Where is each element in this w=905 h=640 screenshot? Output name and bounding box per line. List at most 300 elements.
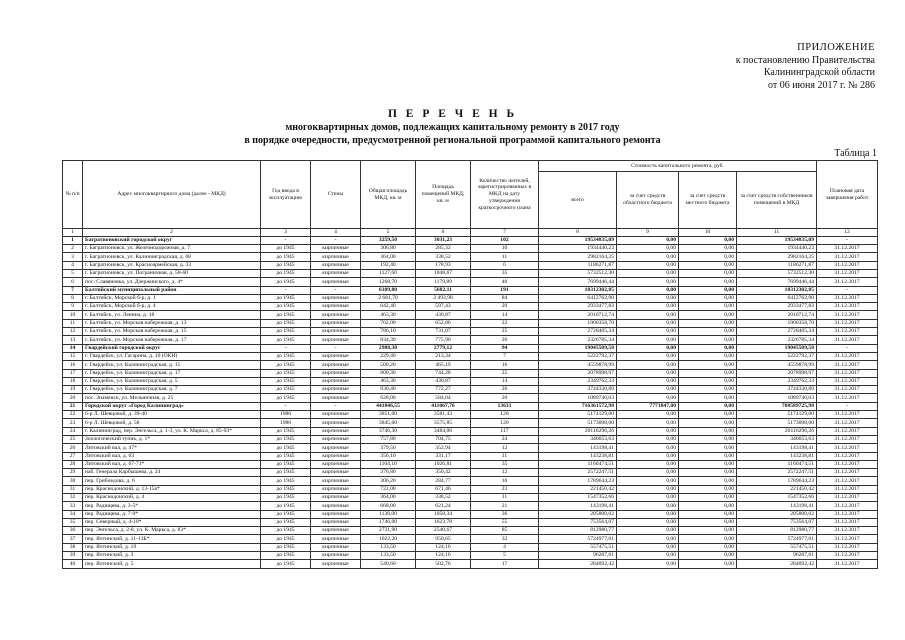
cost-owners-cell: 1934440,23 [737, 245, 817, 253]
total-area-cell: 2731,90 [361, 527, 416, 535]
residents-cell: 10 [471, 477, 539, 485]
table-row [63, 394, 878, 402]
walls-cell: кирпичные [311, 502, 361, 510]
planned-date-cell: 31.12.2017 [817, 311, 878, 319]
premises-area-cell: 1179,89 [416, 278, 471, 286]
planned-date-cell: 31.12.2017 [817, 394, 878, 402]
residents-cell: 32 [471, 535, 539, 543]
planned-date-cell: 31.12.2017 [817, 444, 878, 452]
total-area-cell: 830,40 [361, 386, 416, 394]
cost-regional-cell: 0,00 [617, 319, 679, 327]
cost-local-cell: 0,00 [679, 352, 737, 360]
address-cell: г. Гвардейск, ул. Калининградская, д. 7 [83, 386, 261, 394]
cost-total-cell: 205800,02 [539, 510, 617, 518]
planned-date-cell: 31.12.2017 [817, 560, 878, 568]
cost-local-cell: 0,00 [679, 336, 737, 344]
premises-area-cell: 3581,43 [416, 411, 471, 419]
table-row [63, 452, 878, 460]
table-row [63, 494, 878, 502]
year-cell: до 1945 [261, 477, 311, 485]
residents-cell: 94 [471, 344, 539, 352]
district-total-row [63, 344, 878, 352]
address-cell: пос. Знаменск, ул. Мельничная, д. 25 [83, 394, 261, 402]
cost-regional-cell: 0,00 [617, 253, 679, 261]
column-number: 1 [63, 229, 83, 237]
address-cell: г. Гвардейск, ул. Калининградская, д. 5 [83, 377, 261, 385]
cost-total-cell: 3744330,89 [539, 386, 617, 394]
row-number: 40 [63, 560, 83, 568]
address-cell: пер. Энгельса, д. 2-8, ул. К. Маркса, д. 83* [83, 527, 261, 535]
residents-cell: 6 [471, 261, 539, 269]
row-number: 1 [63, 236, 83, 244]
col-header-total-area: Общая площадь МКД, кв. м [361, 161, 416, 229]
row-number: 7 [63, 286, 83, 294]
residents-cell: 14 [471, 377, 539, 385]
total-area-cell: 379,50 [361, 444, 416, 452]
address-cell: г. Калининград, пер. Энгельса, д. 1-3, ул. К. Маркса, д. 85-93* [83, 427, 261, 435]
cost-total-cell: 2078998,97 [539, 369, 617, 377]
walls-cell: кирпичные [311, 494, 361, 502]
table-row [63, 377, 878, 385]
residents-cell: 102 [471, 236, 539, 244]
cost-total-cell: 6412762,90 [539, 294, 617, 302]
residents-cell: 191 [471, 286, 539, 294]
total-area-cell: 3851,00 [361, 411, 416, 419]
row-number: 27 [63, 452, 83, 460]
title-line-2: многоквартирных домов, подлежащих капитальному ремонту в 2017 году [285, 122, 620, 133]
table-row [63, 278, 878, 286]
col-header-planned-date: Плановая дата завершения работ [817, 161, 878, 229]
address-cell: Балтийский муниципальный район [83, 286, 261, 294]
year-cell: до 1945 [261, 278, 311, 286]
total-area-cell: 133,50 [361, 543, 416, 551]
year-cell: до 1945 [261, 444, 311, 452]
planned-date-cell: 31.12.2017 [817, 253, 878, 261]
row-number: 32 [63, 494, 83, 502]
table-row [63, 369, 878, 377]
premises-area-cell: 3484,06 [416, 427, 471, 435]
premises-area-cell: 597,43 [416, 303, 471, 311]
premises-area-cell: 350,42 [416, 469, 471, 477]
cost-owners-cell: 753564,07 [737, 518, 817, 526]
walls-cell: кирпичные [311, 278, 361, 286]
address-cell: г. Балтийск, Морской б-р, д. 1 [83, 294, 261, 302]
year-cell: до 1945 [261, 352, 311, 360]
cost-owners-cell: 3744330,89 [737, 386, 817, 394]
walls-cell: кирпичные [311, 303, 361, 311]
cost-regional-cell: 0,00 [617, 303, 679, 311]
residents-cell: 40 [471, 278, 539, 286]
row-number: 30 [63, 477, 83, 485]
cost-local-cell: 0,00 [679, 527, 737, 535]
year-cell: до 1945 [261, 369, 311, 377]
cost-local-cell: 0,00 [679, 361, 737, 369]
total-area-cell: 463,30 [361, 311, 416, 319]
cost-regional-cell: 0,00 [617, 419, 679, 427]
cost-total-cell: 1934440,23 [539, 245, 617, 253]
walls-cell: кирпичные [311, 444, 361, 452]
row-number: 33 [63, 502, 83, 510]
row-number: 8 [63, 294, 83, 302]
residents-cell: 24 [471, 435, 539, 443]
cost-total-cell: 557475,51 [539, 543, 617, 551]
cost-regional-cell: 0,00 [617, 377, 679, 385]
year-cell: до 1945 [261, 253, 311, 261]
cost-local-cell: 0,00 [679, 411, 737, 419]
table-row [63, 352, 878, 360]
address-cell: г. Багратионовск, ул. Калининградская, д. 68 [83, 253, 261, 261]
cost-local-cell: 0,00 [679, 253, 737, 261]
total-area-cell: 702,00 [361, 319, 416, 327]
cost-total-cell: 1089746,03 [539, 394, 617, 402]
year-cell: до 1945 [261, 386, 311, 394]
cost-regional-cell: 0,00 [617, 352, 679, 360]
row-number: 13 [63, 336, 83, 344]
residents-cell: 4 [471, 543, 539, 551]
table-row [63, 560, 878, 568]
row-number: 35 [63, 518, 83, 526]
year-cell: до 1945 [261, 510, 311, 518]
residents-cell: 20 [471, 394, 539, 402]
cost-owners-cell: 2572247,51 [737, 469, 817, 477]
walls-cell: кирпичные [311, 253, 361, 261]
cost-total-cell: 2572247,51 [539, 469, 617, 477]
address-cell: Литовский вал, д. 47* [83, 444, 261, 452]
year-cell: до 1945 [261, 261, 311, 269]
cost-owners-cell: 2078998,97 [737, 369, 817, 377]
total-area-cell: 1746,00 [361, 518, 416, 526]
walls-cell: кирпичные [311, 543, 361, 551]
cost-regional-cell: 0,00 [617, 510, 679, 518]
walls-cell: кирпичные [311, 328, 361, 336]
residents-cell: 120 [471, 411, 539, 419]
residents-cell: 21 [471, 502, 539, 510]
cost-total-cell: 1186271,87 [539, 261, 617, 269]
row-number: 39 [63, 552, 83, 560]
walls-cell: кирпичные [311, 477, 361, 485]
cost-regional-cell: 0,00 [617, 552, 679, 560]
cost-regional-cell: 0,00 [617, 386, 679, 394]
cost-local-cell: 0,00 [679, 394, 737, 402]
total-area-cell: 3746,30 [361, 427, 416, 435]
row-number: 14 [63, 344, 83, 352]
planned-date-cell: 31.12.2017 [817, 419, 878, 427]
row-number: 12 [63, 328, 83, 336]
cost-regional-cell: 0,00 [617, 269, 679, 277]
year-cell: до 1945 [261, 527, 311, 535]
column-number: 11 [737, 229, 817, 237]
cost-local-cell: 0,00 [679, 311, 737, 319]
address-cell: пер. Ялтинский, д. 19 [83, 543, 261, 551]
cost-regional-cell: 0,00 [617, 518, 679, 526]
total-area-cell: 1268,70 [361, 278, 416, 286]
address-cell: г. Балтийск, ул. Морская набережная, д. 17 [83, 336, 261, 344]
walls-cell: - [311, 286, 361, 294]
premises-area-cell: 621,24 [416, 502, 471, 510]
cost-owners-cell: 1160474,51 [737, 460, 817, 468]
residents-cell: 7 [471, 352, 539, 360]
walls-cell: кирпичные [311, 386, 361, 394]
year-cell: до 1945 [261, 303, 311, 311]
cost-owners-cell: 6412762,90 [737, 294, 817, 302]
cost-regional-cell: 0,00 [617, 444, 679, 452]
premises-area-cell: 772,27 [416, 386, 471, 394]
year-cell: до 1945 [261, 543, 311, 551]
walls-cell: кирпичные [311, 377, 361, 385]
col-header-num: № п/п [63, 161, 83, 229]
year-cell: до 1945 [261, 469, 311, 477]
column-number: 10 [679, 229, 737, 237]
cost-total-cell: 143238,81 [539, 452, 617, 460]
year-cell: до 1945 [261, 377, 311, 385]
col-header-walls: Стены [311, 161, 361, 229]
planned-date-cell: 31.12.2017 [817, 278, 878, 286]
total-area-cell: 1138,00 [361, 510, 416, 518]
district-total-row [63, 286, 878, 294]
premises-area-cell: 775,90 [416, 336, 471, 344]
table-body [63, 236, 878, 568]
column-number: 6 [416, 229, 471, 237]
walls-cell: кирпичные [311, 294, 361, 302]
col-header-address: Адрес многоквартирного дома (далее - МКД) [83, 161, 261, 229]
walls-cell: кирпичные [311, 411, 361, 419]
district-total-row [63, 402, 878, 410]
cost-local-cell: 0,00 [679, 269, 737, 277]
walls-cell: кирпичные [311, 269, 361, 277]
premises-area-cell: 744,28 [416, 369, 471, 377]
cost-local-cell: 0,00 [679, 294, 737, 302]
cost-total-cell: 19045509,58 [539, 344, 617, 352]
cost-total-cell: 2010712,74 [539, 311, 617, 319]
table-row [63, 411, 878, 419]
walls-cell: кирпичные [311, 336, 361, 344]
premises-area-cell: 2779,12 [416, 344, 471, 352]
table-row [63, 485, 878, 493]
residents-cell: 11 [471, 253, 539, 261]
planned-date-cell: 31.12.2017 [817, 452, 878, 460]
cost-regional-cell: 0,00 [617, 502, 679, 510]
residents-cell: 10 [471, 245, 539, 253]
walls-cell: - [311, 402, 361, 410]
cost-total-cell: 753564,07 [539, 518, 617, 526]
table-row [63, 261, 878, 269]
planned-date-cell: 31.12.2017 [817, 427, 878, 435]
year-cell: до 1945 [261, 460, 311, 468]
residents-cell: 11 [471, 452, 539, 460]
premises-area-cell: 5682,11 [416, 286, 471, 294]
premises-area-cell: 950,65 [416, 535, 471, 543]
cost-total-cell: 812980,77 [539, 527, 617, 535]
walls-cell: кирпичные [311, 435, 361, 443]
table-row [63, 361, 878, 369]
walls-cell: кирпичные [311, 261, 361, 269]
row-number: 22 [63, 411, 83, 419]
cost-owners-cell: 96287,61 [737, 552, 817, 560]
cost-owners-cell: 143198,41 [737, 444, 817, 452]
cost-local-cell: 0,00 [679, 386, 737, 394]
cost-regional-cell: 0,00 [617, 527, 679, 535]
address-cell: г. Балтийск, ул. Морская набережная, д. 13 [83, 319, 261, 327]
total-area-cell: 786,10 [361, 328, 416, 336]
cost-total-cell: 5173098,00 [539, 419, 617, 427]
total-area-cell: 306,80 [361, 245, 416, 253]
residents-cell: 84 [471, 294, 539, 302]
address-cell: пер. Радищева, д. 7-9* [83, 510, 261, 518]
cost-owners-cell: 143198,41 [737, 502, 817, 510]
planned-date-cell: 31.12.2017 [817, 386, 878, 394]
premises-area-cell: 704,75 [416, 435, 471, 443]
cost-owners-cell: 5222792,37 [737, 352, 817, 360]
col-header-cost-group: Стоимость капитального ремонта, руб. [539, 161, 817, 172]
residents-cell: 17 [471, 560, 539, 568]
table-row [63, 319, 878, 327]
total-area-cell: 668,00 [361, 502, 416, 510]
address-cell: пос. Славяновка, ул. Дзержинского, д. 4* [83, 278, 261, 286]
cost-local-cell: 0,00 [679, 535, 737, 543]
cost-owners-cell: 1900358,70 [737, 319, 817, 327]
year-cell: - [261, 402, 311, 410]
table-row [63, 427, 878, 435]
walls-cell: кирпичные [311, 319, 361, 327]
residents-cell: 35 [471, 460, 539, 468]
cost-regional-cell: 0,00 [617, 427, 679, 435]
walls-cell: кирпичные [311, 552, 361, 560]
cost-owners-cell: 2326785,34 [737, 336, 817, 344]
total-area-cell: 540,60 [361, 560, 416, 568]
col-header-cost-local: за счет средств местного бюджета [679, 172, 737, 229]
cost-local-cell: 0,00 [679, 427, 737, 435]
planned-date-cell: 31.12.2017 [817, 411, 878, 419]
cost-regional-cell: 0,00 [617, 494, 679, 502]
planned-date-cell: - [817, 286, 878, 294]
table-row [63, 294, 878, 302]
cost-local-cell: 0,00 [679, 552, 737, 560]
residents-cell: 23 [471, 485, 539, 493]
total-area-cell: 2 681,70 [361, 294, 416, 302]
cost-total-cell: 2326785,34 [539, 336, 617, 344]
premises-area-cell: 3575,85 [416, 419, 471, 427]
address-cell: г. Багратионовск, ул. Красноармейская, д. 33 [83, 261, 261, 269]
cost-total-cell: 5732512,30 [539, 269, 617, 277]
residents-cell: 85 [471, 527, 539, 535]
column-number: 9 [617, 229, 679, 237]
premises-area-cell: 124,16 [416, 552, 471, 560]
address-cell: Багратионовский городской округ [83, 236, 261, 244]
cost-local-cell: 0,00 [679, 377, 737, 385]
year-cell: 1986 [261, 419, 311, 427]
cost-owners-cell: 2982164,25 [737, 253, 817, 261]
cost-local-cell: 0,00 [679, 452, 737, 460]
address-cell: пер. Ялтинский, д. 11-13Б* [83, 535, 261, 543]
cost-total-cell: 1900358,70 [539, 319, 617, 327]
address-cell: г. Балтийск, Морской б-р, д. 4 [83, 303, 261, 311]
walls-cell: кирпичные [311, 369, 361, 377]
cost-regional-cell: 0,00 [617, 369, 679, 377]
cost-owners-cell: 143238,81 [737, 452, 817, 460]
year-cell: до 1945 [261, 435, 311, 443]
premises-area-cell: 284,77 [416, 477, 471, 485]
year-cell: до 1945 [261, 535, 311, 543]
cost-owners-cell: 18312302,85 [737, 286, 817, 294]
table-row [63, 386, 878, 394]
title-line-1: П Е Р Е Ч Е Н Ь [387, 108, 518, 120]
year-cell: до 1945 [261, 427, 311, 435]
walls-cell: кирпичные [311, 427, 361, 435]
address-cell: г. Балтийск, ул. Ленина, д. 18 [83, 311, 261, 319]
total-area-cell: 306,20 [361, 477, 416, 485]
cost-owners-cell: 1186271,87 [737, 261, 817, 269]
total-area-cell: 500,20 [361, 361, 416, 369]
year-cell: - [261, 236, 311, 244]
premises-area-cell: 352,94 [416, 444, 471, 452]
address-cell: пер. Грибоедова, д. 6 [83, 477, 261, 485]
residents-cell: 5 [471, 552, 539, 560]
walls-cell: кирпичные [311, 311, 361, 319]
walls-cell: кирпичные [311, 452, 361, 460]
planned-date-cell: 31.12.2017 [817, 319, 878, 327]
cost-local-cell: 0,00 [679, 328, 737, 336]
address-cell: г. Багратионовск, ул. Пограничная, д. 58-60 [83, 269, 261, 277]
total-area-cell: 441846,55 [361, 402, 416, 410]
year-cell: - [261, 344, 311, 352]
cost-regional-cell: 0,00 [617, 278, 679, 286]
address-cell: г. Гвардейск, ул. Калининградская, д. 17 [83, 369, 261, 377]
planned-date-cell: 31.12.2017 [817, 328, 878, 336]
walls-cell: - [311, 344, 361, 352]
walls-cell: кирпичные [311, 535, 361, 543]
table-row [63, 245, 878, 253]
cost-total-cell: 2349762,33 [539, 377, 617, 385]
row-number: 23 [63, 419, 83, 427]
residents-cell: 117 [471, 427, 539, 435]
year-cell: до 1945 [261, 361, 311, 369]
planned-date-cell: 31.12.2017 [817, 435, 878, 443]
premises-area-cell: 1058,34 [416, 510, 471, 518]
planned-date-cell: 31.12.2017 [817, 510, 878, 518]
residents-cell: 120 [471, 419, 539, 427]
appendix-line-1: к постановлению Правительства [735, 54, 875, 66]
walls-cell: кирпичные [311, 419, 361, 427]
year-cell: до 1945 [261, 485, 311, 493]
planned-date-cell: 31.12.2017 [817, 543, 878, 551]
address-cell: г. Гвардейск, ул. Гагарина, д. 10 (ОКН) [83, 352, 261, 360]
address-cell: г. Багратионовск, ул. Железнодорожная, д. 7 [83, 245, 261, 253]
total-area-cell: 376,80 [361, 469, 416, 477]
cost-local-cell: 0,00 [679, 444, 737, 452]
walls-cell: кирпичные [311, 527, 361, 535]
premises-area-cell: 652,86 [416, 319, 471, 327]
table-row [63, 552, 878, 560]
table-row [63, 336, 878, 344]
year-cell: 1986 [261, 411, 311, 419]
premises-area-cell: 213,34 [416, 352, 471, 360]
year-cell: до 1945 [261, 269, 311, 277]
premises-area-cell: 124,16 [416, 543, 471, 551]
planned-date-cell: - [817, 236, 878, 244]
total-area-cell: 757,80 [361, 435, 416, 443]
premises-area-cell: 338,52 [416, 253, 471, 261]
cost-total-cell: 7699446,44 [539, 278, 617, 286]
residents-cell: 20 [471, 303, 539, 311]
cost-total-cell: 2933477,83 [539, 303, 617, 311]
cost-local-cell: 0,00 [679, 236, 737, 244]
total-area-cell: 3259,50 [361, 236, 416, 244]
cost-total-cell: 18312302,85 [539, 286, 617, 294]
address-cell: 6-р Л. Шевцовой, д. 58 [83, 419, 261, 427]
row-number: 38 [63, 543, 83, 551]
row-number: 3 [63, 253, 83, 261]
cost-local-cell: 0,00 [679, 245, 737, 253]
